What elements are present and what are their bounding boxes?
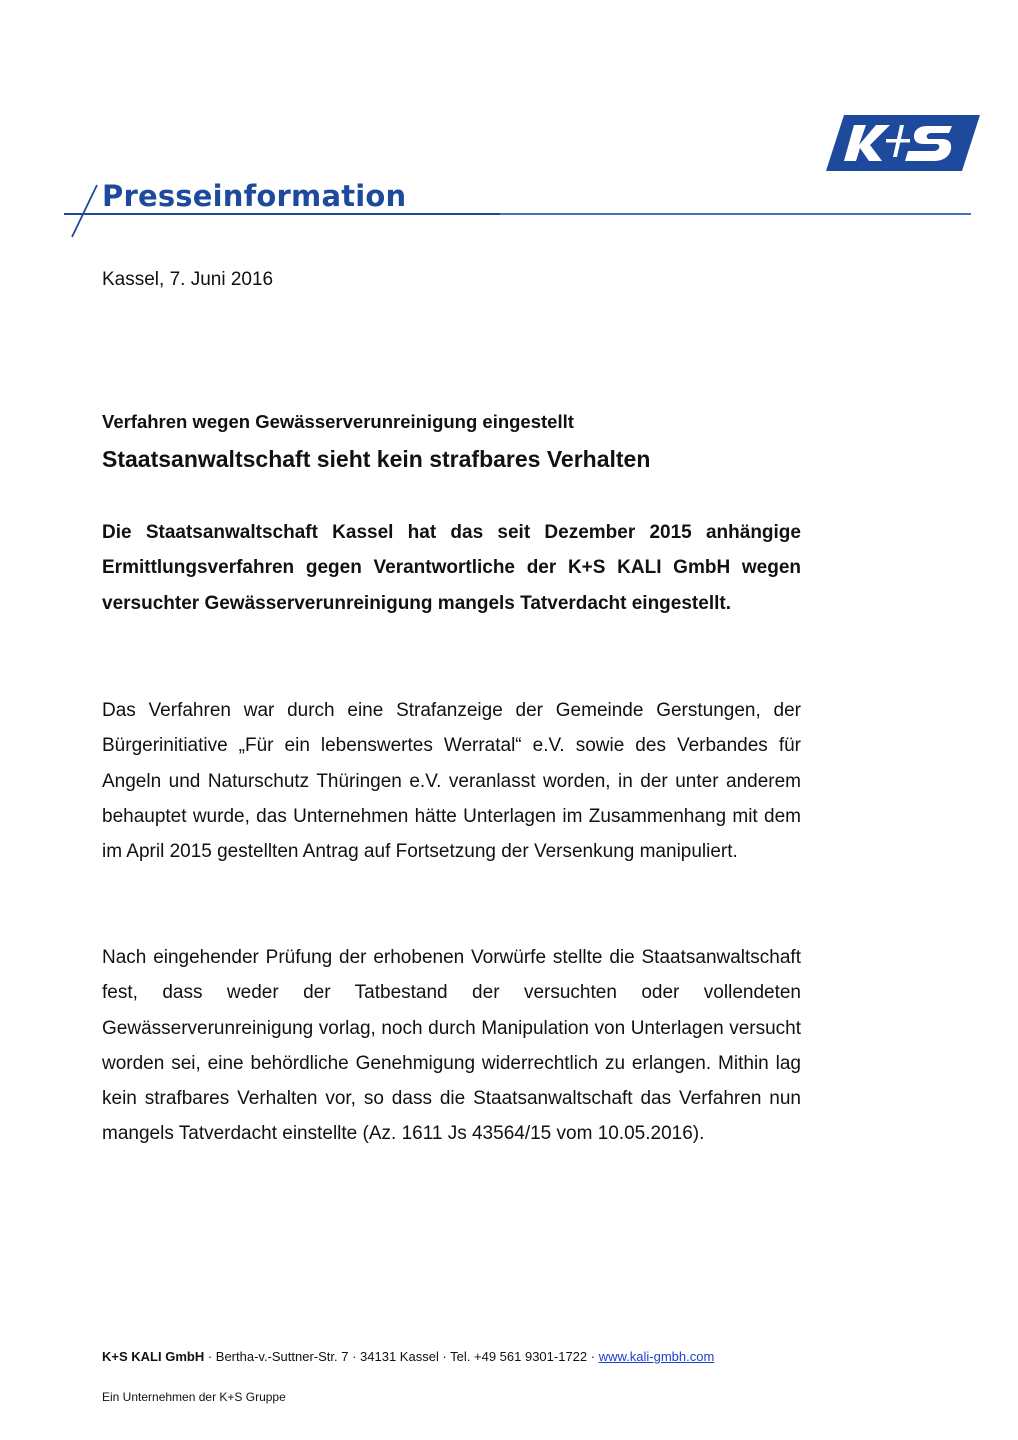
footer-separator: · xyxy=(348,1349,361,1364)
footer-phone: Tel. +49 561 9301-1722 xyxy=(450,1349,588,1364)
footer-address: Bertha-v.-Suttner-Str. 7 xyxy=(215,1349,349,1364)
article-paragraph: Nach eingehender Prüfung der erhobenen Vorwürfe stellte die Staatsanwaltschaft fest, dass weder der Tatbestand der versuchten oder vollendeten Gewässerverunreinigung vorlag, noch durch Manipulation von Unterlagen versucht worden sei, eine behördliche Genehmigung widerrechtlich zu erlangen. Mithin lag kein strafbares Verhalten vor, so dass die Staatsanwaltschaft das Verfahren nun mangels Tatverdacht einstellte (Az. 1611 Js 43564/15 vom 10.05.2016). xyxy=(102,947,801,1145)
footer-separator: · xyxy=(204,1349,216,1364)
dateline: Kassel, 7. Juni 2016 xyxy=(102,269,274,290)
footer-company: K+S KALI GmbH xyxy=(102,1349,205,1364)
article-paragraph: Das Verfahren war durch eine Strafanzeige der Gemeinde Gerstungen, der Bürgerinitiative „Für ein lebenswertes Werratal“ e.V. sowie des Verbandes für Angeln und Naturschutz Thüringen e.V. veranlasst worden, in der unter anderem behauptet wurde, das Unternehmen hätte Unterlagen im Zusammenhang mit dem im April 2015 gestellten Antrag auf Fortsetzung der Versenkung manipuliert. xyxy=(102,700,801,863)
footer-website-link[interactable]: www.kali-gmbh.com xyxy=(598,1349,715,1364)
ks-logo xyxy=(826,115,980,171)
footer-separator: · xyxy=(587,1349,599,1364)
footer-city: 34131 Kassel xyxy=(360,1349,439,1364)
footer-separator: · xyxy=(438,1349,451,1364)
article-headline: Staatsanwaltschaft sieht kein strafbares Verhalten xyxy=(102,446,651,472)
article-kicker: Verfahren wegen Gewässerverunreinigung eingestellt xyxy=(102,411,574,432)
page-title: Presseinformation xyxy=(102,179,407,213)
ks-logo-icon xyxy=(826,115,980,171)
footer-group-note: Ein Unternehmen der K+S Gruppe xyxy=(102,1390,286,1404)
footer-contact xyxy=(102,1348,714,1365)
article-lead: Die Staatsanwaltschaft Kassel hat das seit Dezember 2015 anhängige Ermittlungsverfahren gegen Verantwortliche der K+S KALI GmbH wegen versuchter Gewässerverunreinigung mangels Tatverdacht eingestellt. xyxy=(102,522,801,614)
header-slash-decoration xyxy=(64,182,104,242)
